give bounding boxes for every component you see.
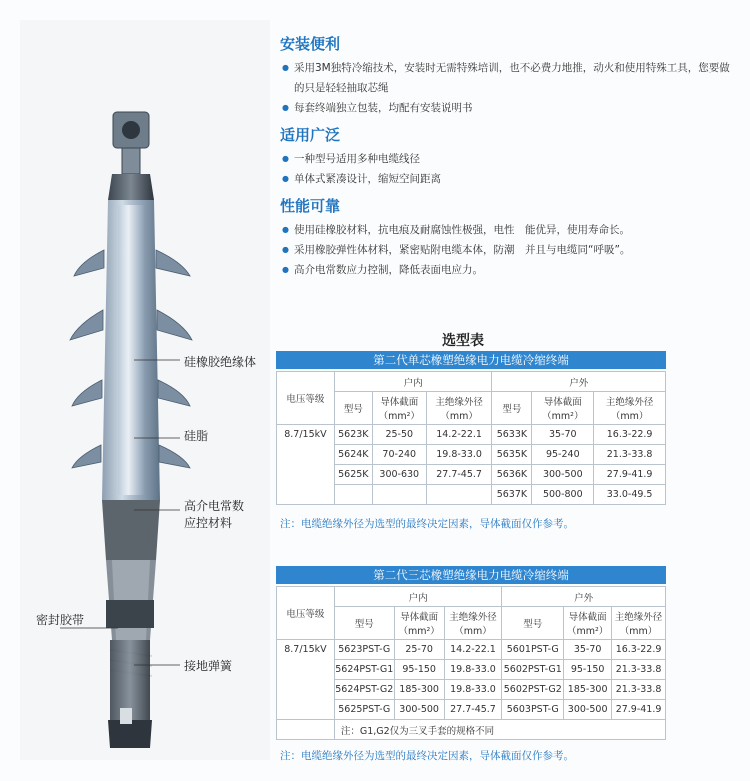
cell: 21.3-33.8 <box>594 445 666 465</box>
table2-note: 注：电缆绝缘外径为选型的最终决定因素，导体截面仅作参考。 <box>280 750 574 762</box>
col-area: 导体截面 （mm²） <box>564 607 612 640</box>
cell: 16.3-22.9 <box>612 640 666 660</box>
cell: 5635K <box>492 445 532 465</box>
cell: 5623K <box>334 425 372 445</box>
col-od: 主绝缘外径 （mm） <box>594 392 666 425</box>
voltage-header: 电压等级 <box>277 587 335 640</box>
cell: 27.9-41.9 <box>594 465 666 485</box>
voltage-cell: 8.7/15kV <box>277 640 335 720</box>
cell: 500-800 <box>532 485 594 505</box>
cell <box>372 485 426 505</box>
table-row <box>277 700 666 720</box>
cell: 25-70 <box>394 640 444 660</box>
cell: 70-240 <box>372 445 426 465</box>
col-area: 导体截面 （mm²） <box>532 392 594 425</box>
cell: 19.8-33.0 <box>426 445 492 465</box>
col-area: 导体截面 （mm²） <box>394 607 444 640</box>
cell: 5603PST-G <box>502 700 564 720</box>
col-od: 主绝缘外径 （mm） <box>426 392 492 425</box>
outdoor-header: 户外 <box>502 587 666 607</box>
table-row <box>277 640 666 660</box>
section-applicability <box>280 125 740 189</box>
table1-title: 第二代单芯橡塑绝缘电力电缆冷缩终端 <box>276 351 666 369</box>
cell: 185-300 <box>564 680 612 700</box>
table2 <box>276 586 666 740</box>
section-title: 安装便利 <box>280 35 341 53</box>
callout-silicone-body: 硅橡胶绝缘体 <box>184 355 257 369</box>
table-row <box>277 465 666 485</box>
bullet-item: ● 采用橡胶弹性体材料，紧密贴附电缆本体，防潮 并且与电缆同“呼吸”。 <box>280 240 740 260</box>
cell: 27.7-45.7 <box>444 700 502 720</box>
voltage-header: 电压等级 <box>277 372 335 425</box>
indoor-header: 户内 <box>334 372 492 392</box>
cell: 35-70 <box>564 640 612 660</box>
cell <box>426 485 492 505</box>
cell: 5624K <box>334 445 372 465</box>
cell <box>334 485 372 505</box>
cell: 95-150 <box>564 660 612 680</box>
col-model: 型号 <box>502 607 564 640</box>
col-od: 主绝缘外径 （mm） <box>444 607 502 640</box>
cell: 21.3-33.8 <box>612 680 666 700</box>
cell: 185-300 <box>394 680 444 700</box>
cell: 16.3-22.9 <box>594 425 666 445</box>
cell: 300-500 <box>564 700 612 720</box>
cell: 5624PST-G1 <box>334 660 394 680</box>
callout-stress-control-line2: 应控材料 <box>184 516 233 530</box>
bullet-item: ● 使用硅橡胶材料，抗电痕及耐腐蚀性极强，电性 能优异，使用寿命长。 <box>280 220 740 240</box>
cell: 95-150 <box>394 660 444 680</box>
selection-table-caption: 选型表 <box>442 333 484 349</box>
callout-stress-control-line1: 高介电常数 <box>184 499 245 513</box>
cell: 19.8-33.0 <box>444 680 502 700</box>
cell: 5624PST-G2 <box>334 680 394 700</box>
section-reliability <box>280 196 740 280</box>
col-model: 型号 <box>334 392 372 425</box>
section-title: 性能可靠 <box>280 197 341 215</box>
cell: 5625K <box>334 465 372 485</box>
bullet-item: ● 每套终端独立包装，均配有安装说明书 <box>280 98 740 118</box>
cell: 27.7-45.7 <box>426 465 492 485</box>
col-od: 主绝缘外径 （mm） <box>612 607 666 640</box>
table2-title: 第二代三芯橡塑绝缘电力电缆冷缩终端 <box>276 566 666 584</box>
table2-inner-note: 注：G1,G2仅为三叉手套的规格不同 <box>334 720 665 740</box>
col-area: 导体截面 （mm²） <box>372 392 426 425</box>
table1-note: 注：电缆绝缘外径为选型的最终决定因素，导体截面仅作参考。 <box>280 518 574 530</box>
cell: 25-50 <box>372 425 426 445</box>
cell: 5623PST-G <box>334 640 394 660</box>
table-row <box>277 485 666 505</box>
bullet-item: ● 采用3M独特冷缩技术，安装时无需特殊培训，也不必费力地推，动火和使用特殊工具，您要做 的只是轻轻抽取芯绳 <box>280 58 740 98</box>
cell: 14.2-22.1 <box>444 640 502 660</box>
cell: 300-500 <box>394 700 444 720</box>
cell: 5602PST-G2 <box>502 680 564 700</box>
cell: 5637K <box>492 485 532 505</box>
section-installation <box>280 34 740 118</box>
bullet-item: ● 单体式紧凑设计，缩短空间距离 <box>280 169 740 189</box>
cell: 21.3-33.8 <box>612 660 666 680</box>
cell: 5636K <box>492 465 532 485</box>
table1 <box>276 371 666 505</box>
cell: 300-630 <box>372 465 426 485</box>
bullet-item: ● 高介电常数应力控制，降低表面电应力。 <box>280 260 740 280</box>
table-row <box>277 425 666 445</box>
cell: 5633K <box>492 425 532 445</box>
cell: 95-240 <box>532 445 594 465</box>
callout-ground-spring: 接地弹簧 <box>184 659 233 673</box>
blank-cell <box>277 720 335 740</box>
cell: 5601PST-G <box>502 640 564 660</box>
callout-silicone-grease: 硅脂 <box>184 429 209 443</box>
col-model: 型号 <box>492 392 532 425</box>
bullet-item: ● 一种型号适用多种电缆线径 <box>280 149 740 169</box>
cell: 35-70 <box>532 425 594 445</box>
cell: 27.9-41.9 <box>612 700 666 720</box>
outdoor-header: 户外 <box>492 372 666 392</box>
table-row <box>277 660 666 680</box>
table-row <box>277 680 666 700</box>
section-title: 适用广泛 <box>280 126 341 144</box>
cell: 5625PST-G <box>334 700 394 720</box>
table-row <box>277 445 666 465</box>
callout-sealing-tape: 密封胶带 <box>36 613 85 627</box>
cell: 14.2-22.1 <box>426 425 492 445</box>
cell: 300-500 <box>532 465 594 485</box>
cell: 5602PST-G1 <box>502 660 564 680</box>
col-model: 型号 <box>334 607 394 640</box>
indoor-header: 户内 <box>334 587 502 607</box>
voltage-cell: 8.7/15kV <box>277 425 335 505</box>
cell: 19.8-33.0 <box>444 660 502 680</box>
cell: 33.0-49.5 <box>594 485 666 505</box>
